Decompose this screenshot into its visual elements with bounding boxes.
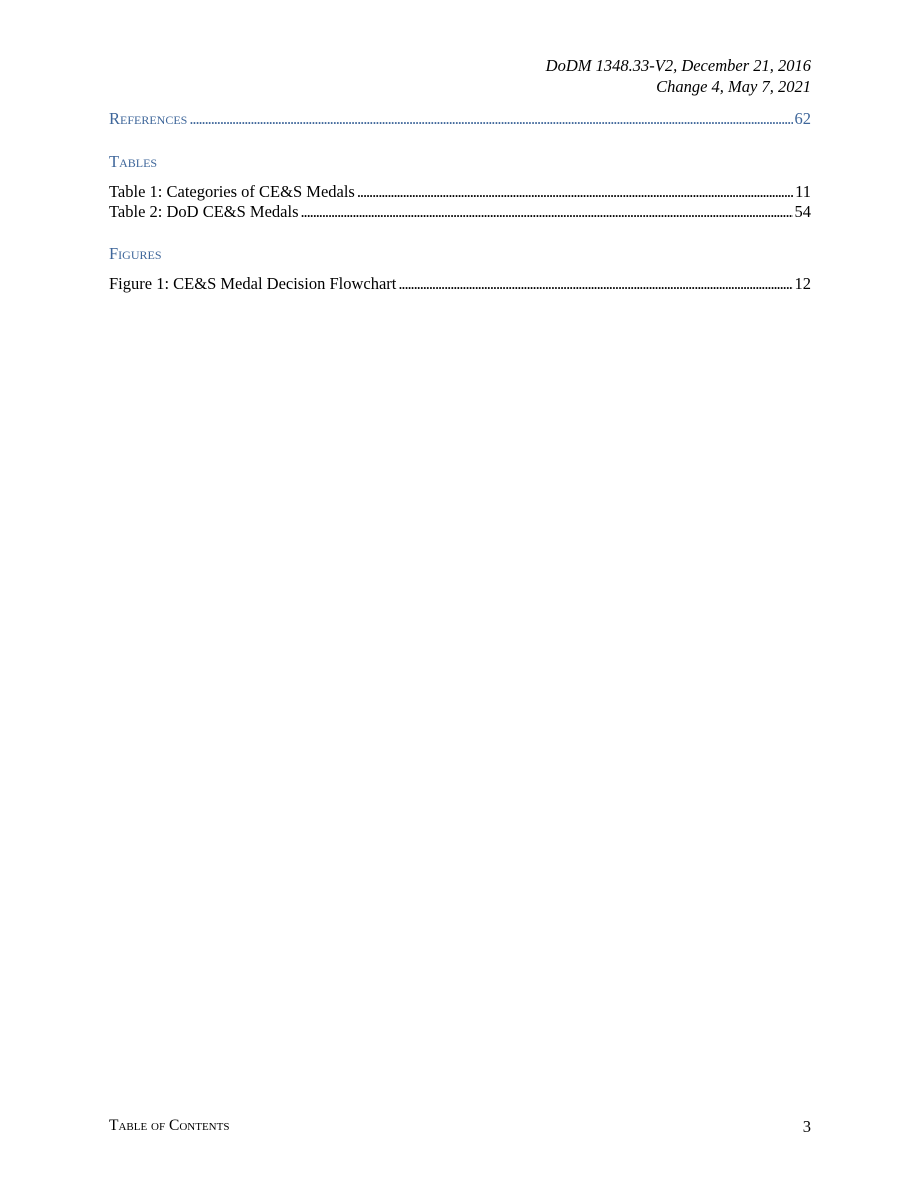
figures-heading: Figures: [109, 244, 162, 263]
toc-entry-references[interactable]: [109, 109, 811, 129]
dot-leader: [189, 109, 792, 129]
tables-heading: Tables: [109, 152, 158, 171]
toc-entry-page: 11: [795, 182, 811, 201]
document-header: [546, 55, 811, 97]
header-document-id: DoDM 1348.33-V2, December 21, 2016: [545, 56, 811, 75]
toc-entry-figure-1[interactable]: [109, 274, 811, 294]
toc-entry-label: Figure 1: CE&S Medal Decision Flowchart: [109, 274, 397, 293]
footer-section-title: Table of Contents: [109, 1117, 230, 1134]
toc-entry-table-2[interactable]: [109, 202, 811, 222]
toc-entry-page: 54: [794, 202, 811, 221]
toc-entry-page: 12: [794, 274, 811, 293]
toc-entry-label: References: [109, 109, 188, 128]
footer-page-number: 3: [802, 1117, 811, 1136]
toc-entry-table-1[interactable]: [109, 182, 811, 202]
dot-leader: [398, 274, 792, 294]
dot-leader: [301, 202, 793, 222]
toc-entry-label: Table 1: Categories of CE&S Medals: [109, 182, 355, 201]
toc-entry-page: 62: [794, 109, 811, 128]
dot-leader: [357, 182, 793, 202]
toc-entry-label: Table 2: DoD CE&S Medals: [109, 202, 299, 221]
header-change-date: Change 4, May 7, 2021: [656, 77, 811, 96]
